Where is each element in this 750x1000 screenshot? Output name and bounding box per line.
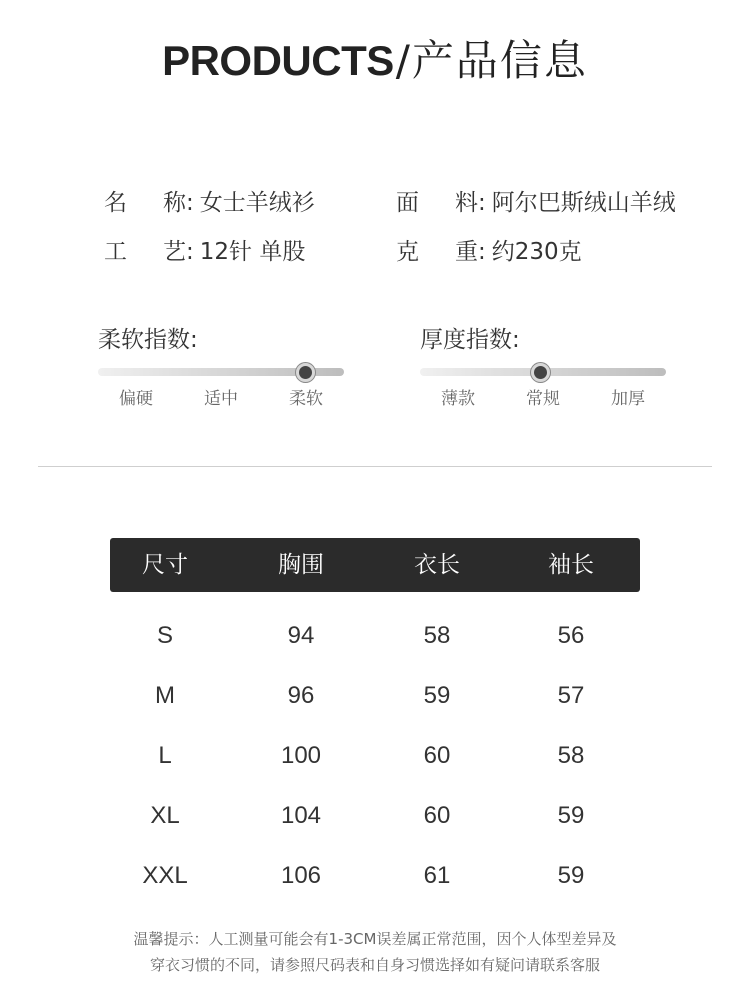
cell-size: S (156, 622, 173, 649)
info-craft: 工艺: 12针 单股 (104, 239, 306, 265)
cell-size: M (155, 682, 175, 709)
info-fabric-label: 面料 (396, 190, 478, 216)
title-separator: / (395, 36, 410, 85)
cell-size: L (158, 742, 172, 769)
info-name-value: 女士羊绒衫 (199, 190, 315, 216)
softness-indicator (296, 363, 315, 382)
info-name-label: 名称 (104, 190, 186, 216)
cell-chest: 96 (287, 682, 315, 709)
info-name: 名称: 女士羊绒衫 (104, 190, 315, 216)
cell-sleeve: 57 (557, 682, 585, 709)
info-weight-label: 克重 (396, 239, 478, 265)
header-chest: 胸围 (278, 552, 324, 578)
thickness-tick-thin: 薄款 (441, 389, 475, 409)
cell-size: XL (150, 802, 180, 829)
cell-chest: 106 (280, 862, 322, 889)
info-fabric-value: 阿尔巴斯绒山羊绒 (491, 190, 676, 216)
section-divider (38, 466, 712, 467)
thickness-indicator (531, 363, 550, 382)
cell-sleeve: 56 (557, 622, 585, 649)
softness-tick-soft: 柔软 (289, 389, 323, 409)
cell-sleeve: 59 (557, 802, 585, 829)
info-craft-value: 12针 单股 (199, 239, 306, 265)
info-craft-label: 工艺 (104, 239, 186, 265)
info-weight-value: 约230克 (491, 239, 582, 265)
cell-length: 59 (423, 682, 451, 709)
header-length: 衣长 (414, 552, 460, 578)
softness-title: 柔软指数: (98, 327, 198, 353)
info-fabric: 面料: 阿尔巴斯绒山羊绒 (396, 190, 676, 216)
thickness-title: 厚度指数: (420, 327, 520, 353)
softness-tick-medium: 适中 (204, 389, 238, 409)
cell-sleeve: 58 (557, 742, 585, 769)
title-english: PRODUCTS (162, 37, 394, 84)
cell-sleeve: 59 (557, 862, 585, 889)
size-table-header (110, 538, 640, 592)
cell-length: 60 (423, 802, 451, 829)
cell-chest: 94 (287, 622, 315, 649)
title-chinese: 产品信息 (411, 36, 588, 85)
softness-tick-hard: 偏硬 (119, 389, 153, 409)
cell-length: 60 (423, 742, 451, 769)
thickness-tick-thick: 加厚 (611, 389, 645, 409)
size-note (0, 926, 750, 978)
cell-size: XXL (142, 862, 188, 889)
cell-chest: 100 (280, 742, 322, 769)
page-title (0, 36, 750, 86)
header-sleeve: 袖长 (548, 552, 594, 578)
thickness-tick-regular: 常规 (526, 389, 560, 409)
note-line-1: 温馨提示：人工测量可能会有1-3CM误差属正常范围，因个人体型差异及 (133, 930, 617, 948)
note-line-2: 穿衣习惯的不同，请参照尺码表和自身习惯选择如有疑问请联系客服 (149, 956, 600, 974)
info-weight: 克重: 约230克 (396, 239, 582, 265)
cell-length: 58 (423, 622, 451, 649)
header-size: 尺寸 (142, 552, 188, 578)
cell-chest: 104 (280, 802, 322, 829)
cell-length: 61 (423, 862, 451, 889)
